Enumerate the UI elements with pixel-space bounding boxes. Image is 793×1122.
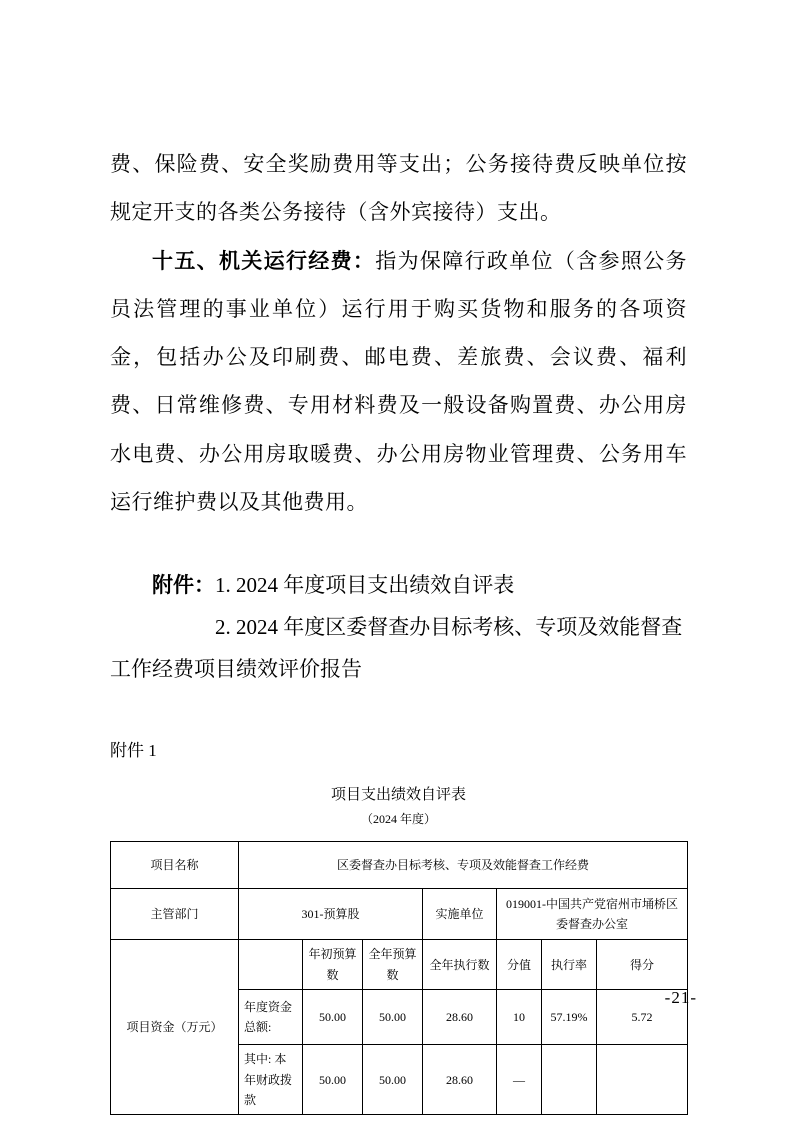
cell-fiscal-appropriation-label: 其中: 本年财政拨款 xyxy=(239,1045,303,1115)
paragraph-continuation-text: 费、保险费、安全奖励费用等支出；公务接待费反映单位按规定开支的各类公务接待（含外宾接待）支出。 xyxy=(110,152,687,225)
cell-fiscal-appropriation-score xyxy=(597,1045,688,1115)
paragraph-lead-heading: 十五、机关运行经费： xyxy=(152,248,376,273)
cell-fiscal-appropriation-execution: 28.60 xyxy=(423,1045,497,1115)
cell-annual-total-initial-budget: 50.00 xyxy=(303,990,363,1045)
cell-header-annual-execution: 全年执行数 xyxy=(423,940,497,990)
table-row-department xyxy=(111,889,688,940)
cell-annual-total-annual-budget: 50.00 xyxy=(363,990,423,1045)
attachment-item-1 xyxy=(110,564,687,606)
cell-implementing-unit-value: 019001-中国共产党宿州市埇桥区委督查办公室 xyxy=(497,889,688,940)
annex-heading: 附件 1 xyxy=(110,741,157,761)
cell-project-name-label: 项目名称 xyxy=(111,842,239,889)
table-row-project-name xyxy=(111,842,688,889)
cell-fiscal-appropriation-annual-budget: 50.00 xyxy=(363,1045,423,1115)
cell-fiscal-appropriation-execution-rate xyxy=(542,1045,597,1115)
body-text xyxy=(110,140,687,526)
attachment-item-2-line-1: 2. 2024 年度区委督查办目标考核、专项及效能督查 xyxy=(215,615,683,640)
cell-header-score-value: 分值 xyxy=(497,940,542,990)
cell-header-annual-budget: 全年预算数 xyxy=(363,940,423,990)
cell-annual-total-score-value: 10 xyxy=(497,990,542,1045)
attachment-item-1-text: 1. 2024 年度项目支出绩效自评表 xyxy=(215,573,515,598)
cell-header-score: 得分 xyxy=(597,940,688,990)
attachment-item-2-line-2: 工作经费项目绩效评价报告 xyxy=(110,657,362,682)
attachment-list xyxy=(110,564,687,690)
cell-fiscal-appropriation-initial-budget: 50.00 xyxy=(303,1045,363,1115)
cell-header-initial-budget: 年初预算数 xyxy=(303,940,363,990)
cell-header-execution-rate: 执行率 xyxy=(542,940,597,990)
cell-annual-total-execution: 28.60 xyxy=(423,990,497,1045)
table-subtitle: （2024 年度） xyxy=(360,812,436,827)
cell-fiscal-appropriation-score-value: — xyxy=(497,1045,542,1115)
paragraph-operating-expenses-text: 指为保障行政单位（含参照公务员法管理的事业单位）运行用于购买货物和服务的各项资金，包括办公及印刷费、邮电费、差旅费、会议费、福利费、日常维修费、专用材料费及一般设备购置费、办公用房水电费、办公用房取暖费、办公用房物业管理费、公务用车运行维护费以及其他费用。 xyxy=(110,248,688,515)
cell-empty xyxy=(239,940,303,990)
table-title: 项目支出绩效自评表 xyxy=(330,787,466,804)
cell-department-label: 主管部门 xyxy=(111,889,239,940)
attachment-label: 附件： xyxy=(152,573,215,598)
cell-annual-total-score: 5.72 xyxy=(597,990,688,1045)
paragraph-continuation xyxy=(110,140,687,237)
cell-annual-total-execution-rate: 57.19% xyxy=(542,990,597,1045)
cell-implementing-unit-label: 实施单位 xyxy=(423,889,497,940)
cell-project-funds-group-label: 项目资金（万元） xyxy=(111,940,239,1115)
cell-annual-total-label: 年度资金总额: xyxy=(239,990,303,1045)
cell-project-name-value: 区委督查办目标考核、专项及效能督查工作经费 xyxy=(239,842,688,889)
cell-department-value: 301-预算股 xyxy=(239,889,423,940)
table-row-headers xyxy=(111,940,688,990)
performance-self-evaluation-table xyxy=(110,841,688,1115)
paragraph-operating-expenses xyxy=(110,237,687,527)
page-number: -21- xyxy=(664,988,697,1007)
